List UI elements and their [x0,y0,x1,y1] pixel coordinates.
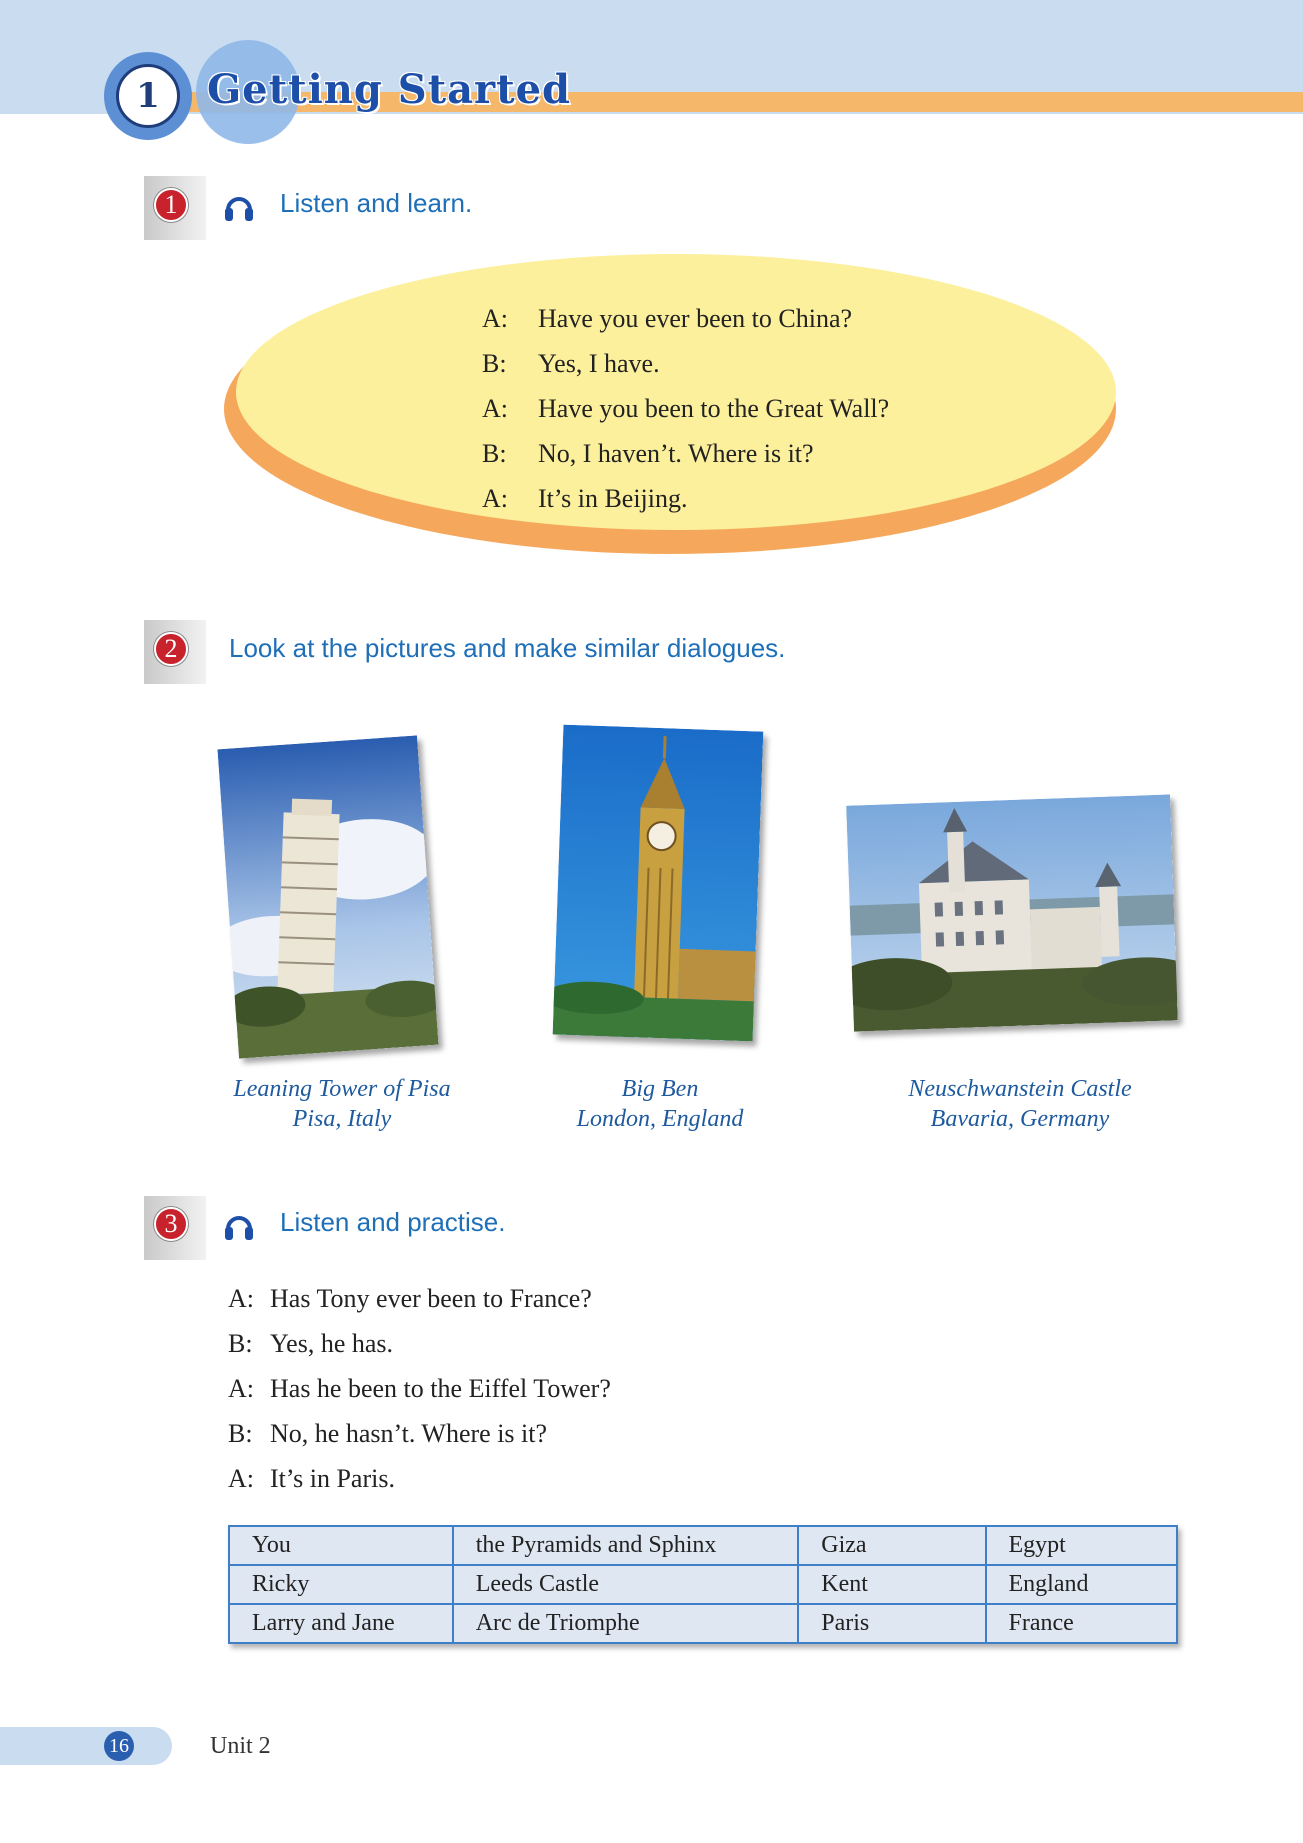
section-3-number: 3 [154,1207,188,1241]
table-cell: Arc de Triomphe [453,1604,799,1643]
substitution-table [228,1525,1178,1644]
section-3-title: Listen and practise. [280,1207,506,1237]
dialogue-line: A: Has he been to the Eiffel Tower? [228,1374,611,1403]
section-1-title: Listen and learn. [280,188,473,218]
table-row [229,1604,1177,1643]
dialogue-line: A: It’s in Paris. [228,1464,395,1493]
footer-bar [0,1727,172,1765]
caption-pisa [190,1074,494,1134]
table-cell: Ricky [229,1565,453,1604]
caption-name: Leaning Tower of Pisa [233,1076,451,1102]
dialogue-1 [482,296,889,521]
dialogue-line: A: Have you been to the Great Wall? [482,394,890,423]
unit-label: Unit 2 [210,1733,271,1759]
headphone-icon[interactable] [222,190,256,224]
caption-big-ben [520,1074,800,1134]
dialogue-line: A: Has Tony ever been to France? [228,1284,592,1313]
caption-name: Big Ben [621,1076,699,1102]
table-cell: England [986,1565,1178,1604]
section-2-title: Look at the pictures and make similar dialogues. [229,633,786,663]
table-cell: Larry and Jane [229,1604,453,1643]
section-2-number: 2 [154,632,188,666]
caption-location: Pisa, Italy [292,1106,392,1132]
table-cell: You [229,1526,453,1565]
caption-neuschwanstein [870,1074,1170,1134]
dialogue-line: B: Yes, I have. [482,349,660,378]
table-row [229,1565,1177,1604]
photo-neuschwanstein-castle [846,794,1178,1031]
page-title: Getting Started [207,66,571,113]
table-cell: France [986,1604,1178,1643]
headphone-icon[interactable] [222,1209,256,1243]
page-number: 16 [104,1731,134,1761]
dialogue-3 [228,1276,611,1501]
dialogue-line: A: Have you ever been to China? [482,304,853,333]
table-cell: Paris [798,1604,985,1643]
caption-name: Neuschwanstein Castle [908,1076,1132,1102]
table-cell: Egypt [986,1526,1178,1565]
table-cell: the Pyramids and Sphinx [453,1526,799,1565]
caption-location: Bavaria, Germany [930,1106,1110,1132]
photo-leaning-tower-of-pisa [217,735,438,1058]
photo-big-ben [553,725,764,1042]
section-1-number: 1 [154,188,188,222]
dialogue-line: A: It’s in Beijing. [482,484,688,513]
table-cell: Kent [798,1565,985,1604]
header-number: 1 [116,64,180,128]
caption-location: London, England [576,1106,744,1132]
dialogue-line: B: No, he hasn’t. Where is it? [228,1419,548,1448]
table-cell: Leeds Castle [453,1565,799,1604]
dialogue-line: B: Yes, he has. [228,1329,394,1358]
table-cell: Giza [798,1526,985,1565]
dialogue-line: B: No, I haven’t. Where is it? [482,439,814,468]
table-row [229,1526,1177,1565]
